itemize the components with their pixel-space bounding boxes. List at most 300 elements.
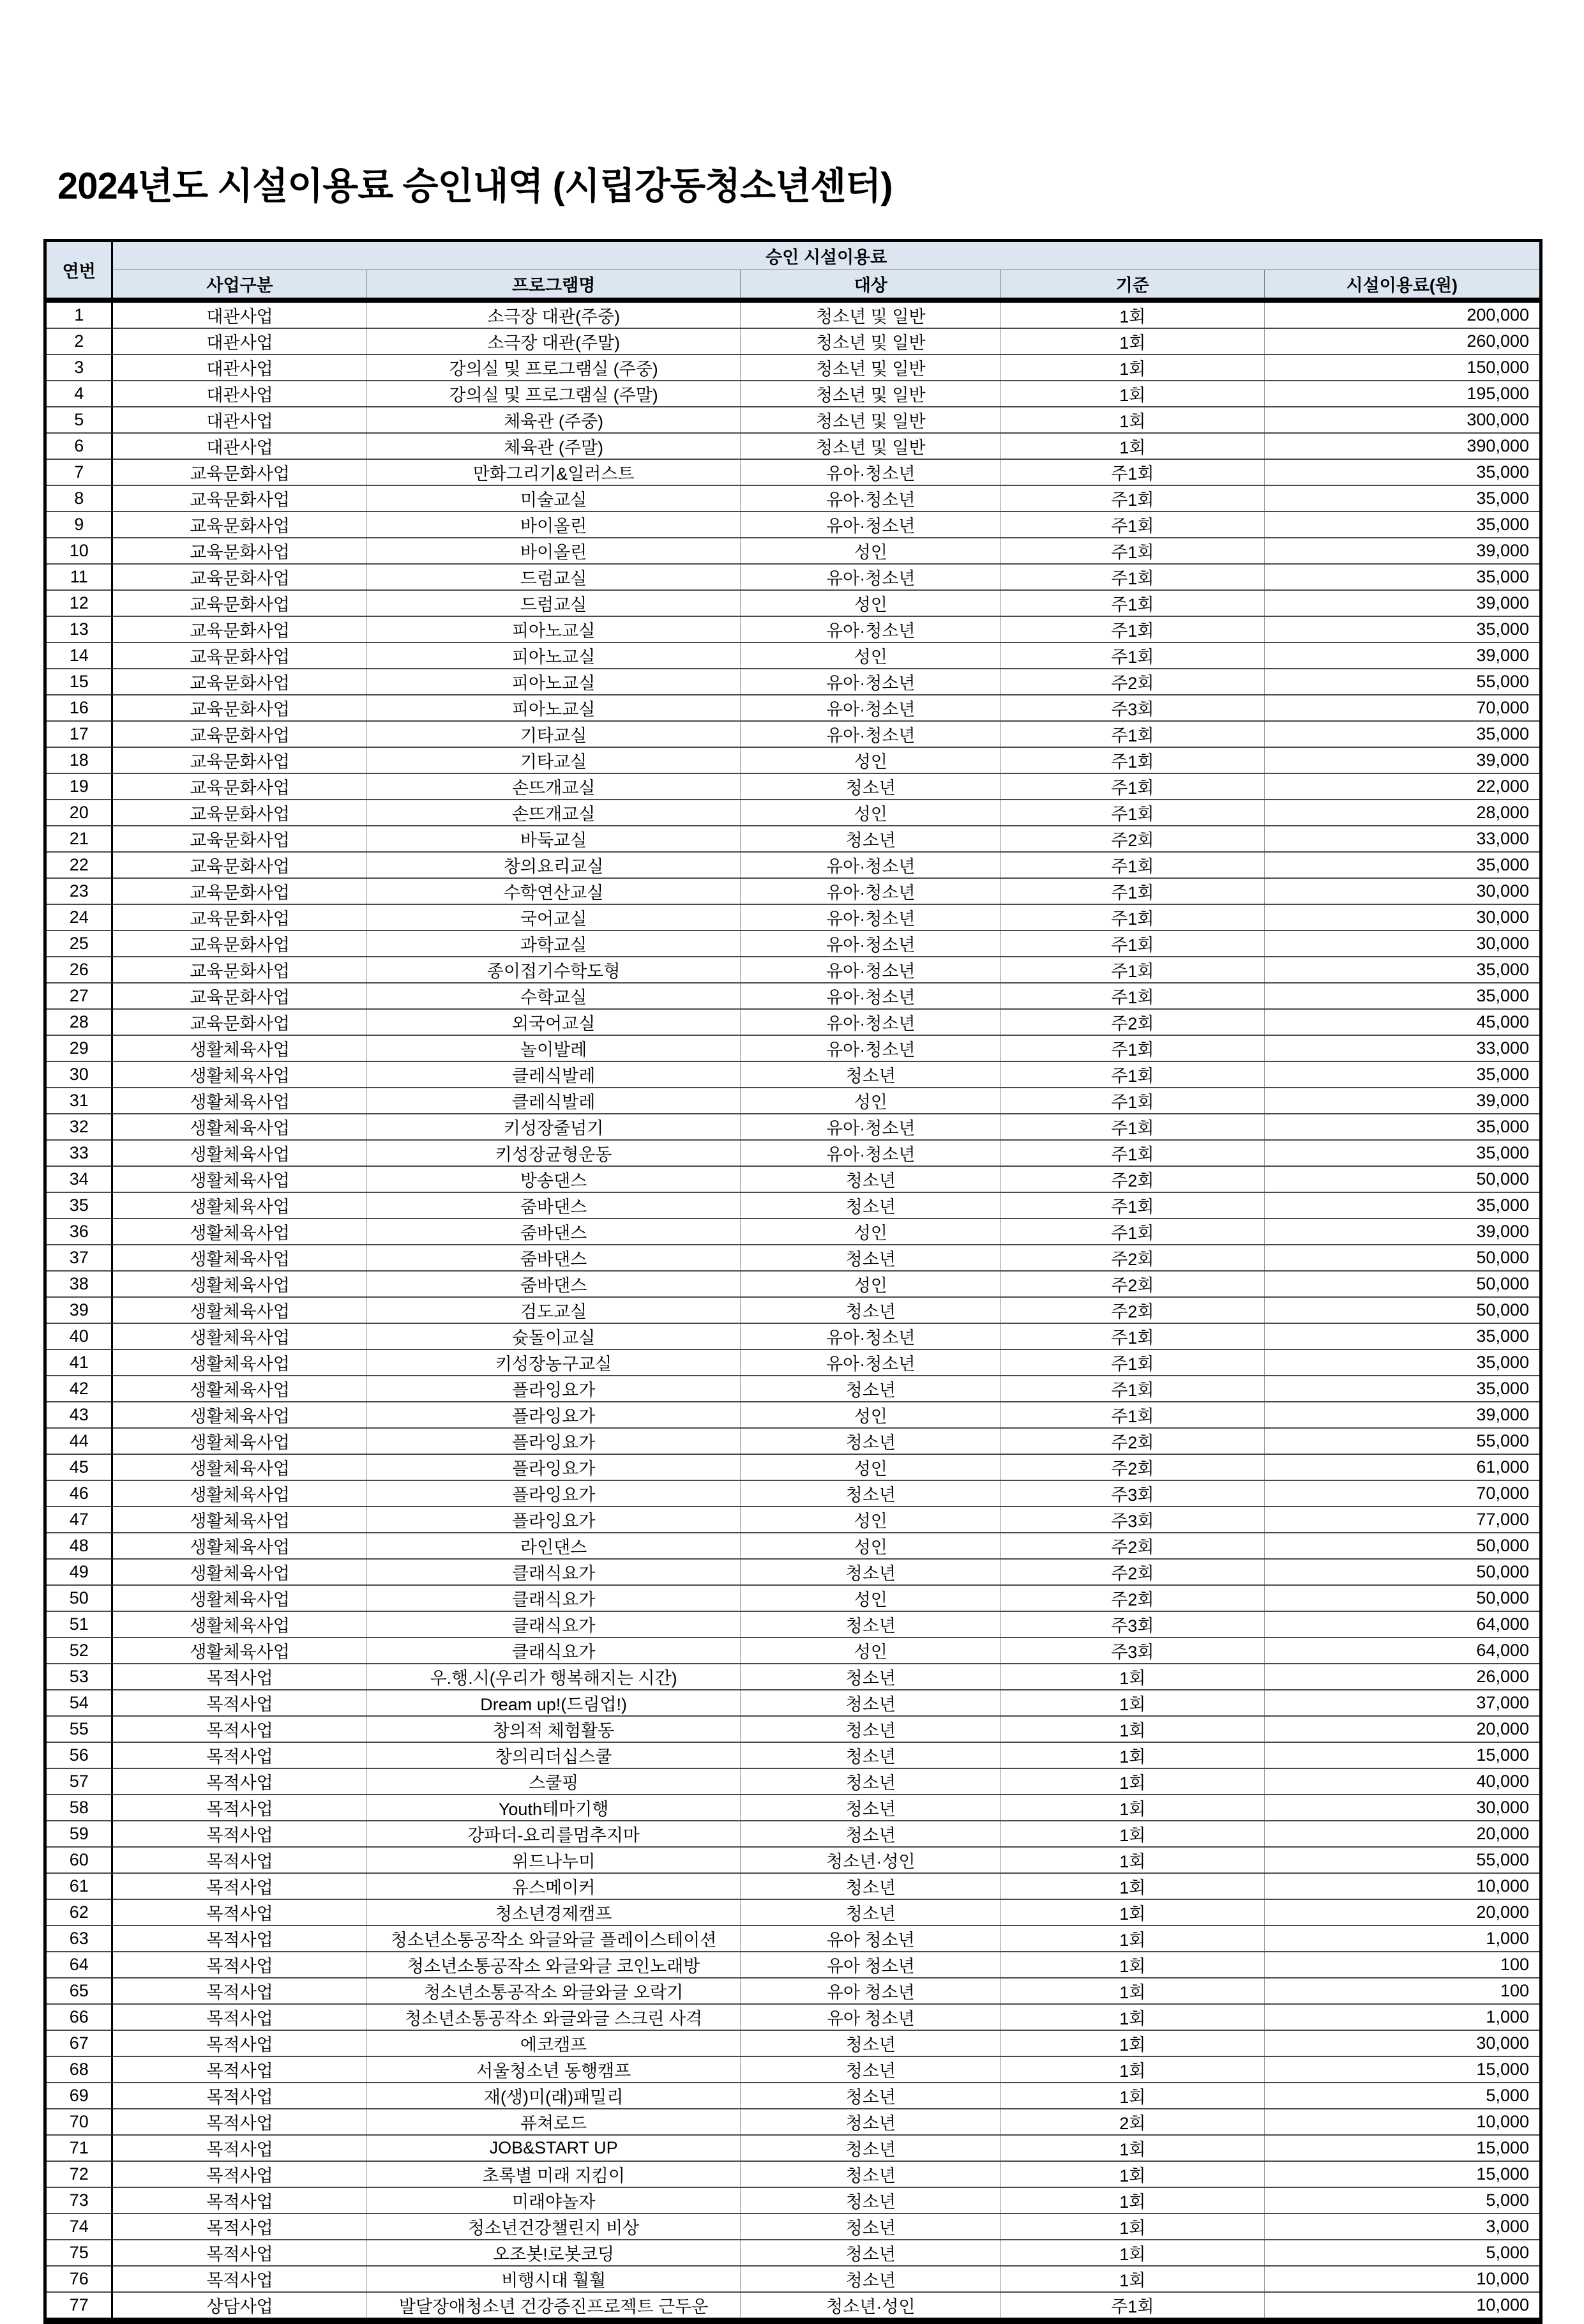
cell-program: 강파더-요리를멈추지마 <box>366 1821 741 1847</box>
cell-no: 9 <box>45 512 112 538</box>
cell-fee: 10,000 <box>1264 2266 1541 2292</box>
cell-basis: 주1회 <box>1001 1088 1264 1114</box>
cell-target: 유아·청소년 <box>741 1323 1001 1349</box>
cell-basis: 주3회 <box>1001 1480 1264 1507</box>
cell-target: 성인 <box>741 1454 1001 1480</box>
cell-program: 클레식발레 <box>366 1088 741 1114</box>
cell-target: 유아 청소년 <box>741 1925 1001 1952</box>
table-row <box>45 878 1541 904</box>
cell-category: 생활체육사업 <box>112 1559 366 1585</box>
cell-basis: 주2회 <box>1001 1245 1264 1271</box>
cell-target: 청소년 및 일반 <box>741 300 1001 328</box>
cell-program: 클래식요가 <box>366 1585 741 1611</box>
cell-fee: 39,000 <box>1264 642 1541 669</box>
cell-no: 49 <box>45 1559 112 1585</box>
cell-program: 줌바댄스 <box>366 1219 741 1245</box>
cell-fee: 15,000 <box>1264 2056 1541 2083</box>
cell-target: 성인 <box>741 800 1001 826</box>
page-title: 2024년도 시설이용료 승인내역 (시립강동청소년센터) <box>57 165 893 207</box>
cell-program: 위드나누미 <box>366 1847 741 1873</box>
table-row <box>45 669 1541 695</box>
cell-target: 성인 <box>741 1637 1001 1664</box>
table-row <box>45 1585 1541 1611</box>
cell-no: 65 <box>45 1978 112 2004</box>
cell-fee: 30,000 <box>1264 1795 1541 1821</box>
cell-category: 목적사업 <box>112 2056 366 2083</box>
cell-fee: 5,000 <box>1264 2187 1541 2214</box>
cell-program: 방송댄스 <box>366 1166 741 1192</box>
cell-category: 생활체육사업 <box>112 1637 366 1664</box>
cell-program: 라인댄스 <box>366 1533 741 1559</box>
cell-fee: 260,000 <box>1264 328 1541 354</box>
cell-fee: 70,000 <box>1264 1480 1541 1507</box>
cell-basis: 1회 <box>1001 407 1264 433</box>
cell-program: 미술교실 <box>366 485 741 512</box>
cell-target: 유아·청소년 <box>741 904 1001 930</box>
cell-basis: 1회 <box>1001 1821 1264 1847</box>
table-row <box>45 1166 1541 1192</box>
cell-target: 유아·청소년 <box>741 512 1001 538</box>
cell-no: 36 <box>45 1219 112 1245</box>
cell-no: 51 <box>45 1611 112 1637</box>
cell-no: 24 <box>45 904 112 930</box>
cell-target: 성인 <box>741 1585 1001 1611</box>
cell-category: 교육문화사업 <box>112 485 366 512</box>
table-row <box>45 695 1541 721</box>
cell-fee: 100 <box>1264 1952 1541 1978</box>
cell-no: 17 <box>45 721 112 747</box>
cell-target: 청소년 및 일반 <box>741 407 1001 433</box>
cell-program: 오조봇!로봇코딩 <box>366 2240 741 2266</box>
cell-target: 유아·청소년 <box>741 669 1001 695</box>
cell-category: 교육문화사업 <box>112 852 366 878</box>
cell-fee: 39,000 <box>1264 538 1541 564</box>
cell-category: 생활체육사업 <box>112 1507 366 1533</box>
cell-basis: 1회 <box>1001 1899 1264 1925</box>
cell-category: 목적사업 <box>112 1664 366 1690</box>
cell-basis: 주2회 <box>1001 1009 1264 1035</box>
cell-target: 청소년 <box>741 1061 1001 1088</box>
cell-basis: 주1회 <box>1001 904 1264 930</box>
cell-basis: 1회 <box>1001 1978 1264 2004</box>
cell-category: 교육문화사업 <box>112 564 366 590</box>
cell-program: 피아노교실 <box>366 669 741 695</box>
cell-basis: 1회 <box>1001 1795 1264 1821</box>
table-row <box>45 1716 1541 1742</box>
cell-basis: 주3회 <box>1001 1637 1264 1664</box>
cell-target: 청소년 <box>741 826 1001 852</box>
table-row <box>45 2161 1541 2187</box>
cell-category: 생활체육사업 <box>112 1166 366 1192</box>
cell-no: 41 <box>45 1349 112 1376</box>
cell-target: 청소년 <box>741 1742 1001 1768</box>
cell-basis: 주1회 <box>1001 930 1264 957</box>
cell-program: 줌바댄스 <box>366 1271 741 1297</box>
cell-fee: 77,000 <box>1264 1507 1541 1533</box>
cell-no: 16 <box>45 695 112 721</box>
cell-target: 청소년 <box>741 1899 1001 1925</box>
cell-target: 청소년 <box>741 2083 1001 2109</box>
cell-basis: 1회 <box>1001 1690 1264 1716</box>
cell-category: 생활체육사업 <box>112 1376 366 1402</box>
cell-fee: 50,000 <box>1264 1245 1541 1271</box>
cell-no: 58 <box>45 1795 112 1821</box>
table-row <box>45 616 1541 642</box>
cell-no: 43 <box>45 1402 112 1428</box>
cell-no: 21 <box>45 826 112 852</box>
cell-program: 창의요리교실 <box>366 852 741 878</box>
table-row <box>45 2030 1541 2056</box>
table-row <box>45 485 1541 512</box>
cell-basis: 1회 <box>1001 1847 1264 1873</box>
cell-fee: 30,000 <box>1264 2030 1541 2056</box>
cell-program: 클래식요가 <box>366 1611 741 1637</box>
cell-program: 청소년소통공작소 와글와글 오락기 <box>366 1978 741 2004</box>
cell-program: 수학연산교실 <box>366 878 741 904</box>
cell-fee: 50,000 <box>1264 1533 1541 1559</box>
cell-fee: 33,000 <box>1264 826 1541 852</box>
cell-program: 플라잉요가 <box>366 1480 741 1507</box>
cell-basis: 주2회 <box>1001 1559 1264 1585</box>
cell-fee: 45,000 <box>1264 1009 1541 1035</box>
cell-target: 유아·청소년 <box>741 1035 1001 1061</box>
cell-fee: 390,000 <box>1264 433 1541 459</box>
cell-target: 유아·청소년 <box>741 957 1001 983</box>
cell-target: 유아 청소년 <box>741 2004 1001 2030</box>
cell-category: 교육문화사업 <box>112 904 366 930</box>
cell-category: 목적사업 <box>112 1978 366 2004</box>
cell-category: 생활체육사업 <box>112 1480 366 1507</box>
cell-target: 청소년 <box>741 1297 1001 1323</box>
cell-program: 청소년소통공작소 와글와글 플레이스테이션 <box>366 1925 741 1952</box>
table-row <box>45 2004 1541 2030</box>
table-row <box>45 1899 1541 1925</box>
cell-no: 26 <box>45 957 112 983</box>
cell-program: 놀이발레 <box>366 1035 741 1061</box>
cell-target: 청소년 <box>741 1428 1001 1454</box>
table-row <box>45 1323 1541 1349</box>
cell-fee: 22,000 <box>1264 773 1541 800</box>
cell-fee: 10,000 <box>1264 2109 1541 2135</box>
cell-basis: 1회 <box>1001 1742 1264 1768</box>
cell-category: 교육문화사업 <box>112 512 366 538</box>
cell-fee: 39,000 <box>1264 747 1541 773</box>
cell-fee: 35,000 <box>1264 1061 1541 1088</box>
table-row <box>45 852 1541 878</box>
cell-category: 교육문화사업 <box>112 983 366 1009</box>
cell-program: 비행시대 훨훨 <box>366 2266 741 2292</box>
cell-program: 키성장줄넘기 <box>366 1114 741 1140</box>
cell-category: 생활체육사업 <box>112 1035 366 1061</box>
table-row <box>45 354 1541 381</box>
table-row <box>45 1742 1541 1768</box>
cell-no: 47 <box>45 1507 112 1533</box>
cell-no: 15 <box>45 669 112 695</box>
cell-basis: 주2회 <box>1001 1297 1264 1323</box>
cell-target: 성인 <box>741 747 1001 773</box>
cell-category: 목적사업 <box>112 2004 366 2030</box>
cell-category: 목적사업 <box>112 2135 366 2161</box>
table-row <box>45 1507 1541 1533</box>
cell-target: 청소년 및 일반 <box>741 433 1001 459</box>
cell-category: 교육문화사업 <box>112 747 366 773</box>
cell-fee: 10,000 <box>1264 2292 1541 2321</box>
cell-no: 63 <box>45 1925 112 1952</box>
cell-fee: 28,000 <box>1264 800 1541 826</box>
cell-fee: 50,000 <box>1264 1559 1541 1585</box>
cell-fee: 20,000 <box>1264 1899 1541 1925</box>
cell-no: 27 <box>45 983 112 1009</box>
cell-no: 35 <box>45 1192 112 1219</box>
cell-target: 성인 <box>741 1219 1001 1245</box>
cell-no: 3 <box>45 354 112 381</box>
cell-category: 생활체육사업 <box>112 1245 366 1271</box>
cell-program: 재(생)미(래)패밀리 <box>366 2083 741 2109</box>
cell-fee: 39,000 <box>1264 1402 1541 1428</box>
cell-target: 청소년·성인 <box>741 1847 1001 1873</box>
cell-category: 목적사업 <box>112 2214 366 2240</box>
cell-no: 8 <box>45 485 112 512</box>
cell-no: 56 <box>45 1742 112 1768</box>
table-row <box>45 1978 1541 2004</box>
cell-program: 에코캠프 <box>366 2030 741 2056</box>
cell-target: 청소년 <box>741 1664 1001 1690</box>
cell-basis: 주1회 <box>1001 616 1264 642</box>
cell-basis: 1회 <box>1001 2214 1264 2240</box>
cell-program: 피아노교실 <box>366 695 741 721</box>
cell-category: 생활체육사업 <box>112 1114 366 1140</box>
col-header-basis: 기준 <box>1001 270 1264 301</box>
cell-no: 22 <box>45 852 112 878</box>
cell-fee: 50,000 <box>1264 1297 1541 1323</box>
cell-program: 키성장균형운동 <box>366 1140 741 1166</box>
cell-category: 생활체육사업 <box>112 1297 366 1323</box>
table-row <box>45 1349 1541 1376</box>
table-row <box>45 1114 1541 1140</box>
cell-basis: 1회 <box>1001 2135 1264 2161</box>
col-header-category: 사업구분 <box>112 270 366 301</box>
cell-basis: 주1회 <box>1001 1140 1264 1166</box>
cell-basis: 주2회 <box>1001 1166 1264 1192</box>
cell-program: 만화그리기&일러스트 <box>366 459 741 485</box>
cell-fee: 20,000 <box>1264 1821 1541 1847</box>
cell-program: 클래식요가 <box>366 1637 741 1664</box>
cell-program: 소극장 대관(주중) <box>366 300 741 328</box>
table-row <box>45 642 1541 669</box>
cell-fee: 1,000 <box>1264 2004 1541 2030</box>
cell-fee: 5,000 <box>1264 2083 1541 2109</box>
cell-no: 76 <box>45 2266 112 2292</box>
cell-program: 바둑교실 <box>366 826 741 852</box>
cell-target: 청소년 <box>741 2266 1001 2292</box>
cell-category: 목적사업 <box>112 1716 366 1742</box>
cell-fee: 35,000 <box>1264 957 1541 983</box>
cell-basis: 주1회 <box>1001 642 1264 669</box>
cell-fee: 64,000 <box>1264 1637 1541 1664</box>
cell-basis: 1회 <box>1001 1664 1264 1690</box>
cell-fee: 200,000 <box>1264 300 1541 328</box>
cell-basis: 주1회 <box>1001 1376 1264 1402</box>
table-row <box>45 1454 1541 1480</box>
cell-no: 1 <box>45 300 112 328</box>
cell-category: 교육문화사업 <box>112 590 366 616</box>
cell-category: 교육문화사업 <box>112 773 366 800</box>
cell-no: 77 <box>45 2292 112 2321</box>
cell-basis: 주1회 <box>1001 1035 1264 1061</box>
table-row <box>45 328 1541 354</box>
table-row <box>45 904 1541 930</box>
cell-no: 61 <box>45 1873 112 1899</box>
cell-target: 유아·청소년 <box>741 1349 1001 1376</box>
cell-no: 71 <box>45 2135 112 2161</box>
cell-program: 국어교실 <box>366 904 741 930</box>
cell-program: 기타교실 <box>366 747 741 773</box>
cell-target: 유아·청소년 <box>741 1114 1001 1140</box>
cell-basis: 1회 <box>1001 433 1264 459</box>
cell-no: 42 <box>45 1376 112 1402</box>
cell-no: 73 <box>45 2187 112 2214</box>
cell-basis: 주1회 <box>1001 878 1264 904</box>
cell-program: 피아노교실 <box>366 616 741 642</box>
cell-category: 대관사업 <box>112 300 366 328</box>
table-row <box>45 1559 1541 1585</box>
cell-category: 목적사업 <box>112 2083 366 2109</box>
cell-basis: 주1회 <box>1001 1192 1264 1219</box>
cell-no: 59 <box>45 1821 112 1847</box>
cell-no: 62 <box>45 1899 112 1925</box>
cell-no: 64 <box>45 1952 112 1978</box>
cell-fee: 300,000 <box>1264 407 1541 433</box>
cell-target: 청소년 <box>741 1611 1001 1637</box>
table-row <box>45 433 1541 459</box>
cell-target: 청소년 <box>741 1821 1001 1847</box>
cell-category: 상담사업 <box>112 2292 366 2321</box>
cell-target: 유아·청소년 <box>741 721 1001 747</box>
cell-fee: 35,000 <box>1264 564 1541 590</box>
cell-no: 20 <box>45 800 112 826</box>
cell-basis: 주2회 <box>1001 1454 1264 1480</box>
table-row <box>45 1297 1541 1323</box>
cell-target: 유아·청소년 <box>741 485 1001 512</box>
cell-target: 성인 <box>741 1507 1001 1533</box>
cell-target: 청소년 <box>741 2161 1001 2187</box>
cell-basis: 1회 <box>1001 381 1264 407</box>
table-row <box>45 1873 1541 1899</box>
cell-target: 유아·청소년 <box>741 852 1001 878</box>
table-row <box>45 1952 1541 1978</box>
cell-no: 52 <box>45 1637 112 1664</box>
cell-fee: 35,000 <box>1264 485 1541 512</box>
cell-no: 39 <box>45 1297 112 1323</box>
cell-target: 청소년 및 일반 <box>741 354 1001 381</box>
cell-program: 수학교실 <box>366 983 741 1009</box>
cell-category: 대관사업 <box>112 354 366 381</box>
cell-basis: 주1회 <box>1001 590 1264 616</box>
table-row <box>45 747 1541 773</box>
cell-no: 45 <box>45 1454 112 1480</box>
cell-no: 60 <box>45 1847 112 1873</box>
cell-fee: 35,000 <box>1264 721 1541 747</box>
cell-target: 유아 청소년 <box>741 1952 1001 1978</box>
cell-no: 28 <box>45 1009 112 1035</box>
cell-target: 성인 <box>741 1271 1001 1297</box>
table-row <box>45 2292 1541 2321</box>
cell-program: 체육관 (주중) <box>366 407 741 433</box>
cell-program: 강의실 및 프로그램실 (주말) <box>366 381 741 407</box>
cell-category: 교육문화사업 <box>112 695 366 721</box>
table-row <box>45 1009 1541 1035</box>
cell-program: 청소년소통공작소 와글와글 스크린 사격 <box>366 2004 741 2030</box>
cell-target: 유아·청소년 <box>741 983 1001 1009</box>
cell-target: 청소년 <box>741 1768 1001 1795</box>
cell-basis: 1회 <box>1001 2266 1264 2292</box>
cell-basis: 1회 <box>1001 1768 1264 1795</box>
table-row <box>45 2240 1541 2266</box>
cell-fee: 40,000 <box>1264 1768 1541 1795</box>
cell-no: 69 <box>45 2083 112 2109</box>
cell-category: 생활체육사업 <box>112 1428 366 1454</box>
cell-target: 청소년 <box>741 2187 1001 2214</box>
cell-category: 목적사업 <box>112 1952 366 1978</box>
cell-fee: 5,000 <box>1264 2240 1541 2266</box>
table-row <box>45 590 1541 616</box>
cell-program: 클레식발레 <box>366 1061 741 1088</box>
cell-program: 손뜨개교실 <box>366 800 741 826</box>
cell-target: 청소년 <box>741 2135 1001 2161</box>
cell-no: 66 <box>45 2004 112 2030</box>
approved-fee-table <box>43 239 1543 2324</box>
cell-category: 생활체육사업 <box>112 1323 366 1349</box>
table-row <box>45 1140 1541 1166</box>
cell-fee: 35,000 <box>1264 616 1541 642</box>
cell-program: 클래식요가 <box>366 1559 741 1585</box>
cell-category: 생활체육사업 <box>112 1349 366 1376</box>
table-row <box>45 2187 1541 2214</box>
table-body <box>45 300 1541 2321</box>
cell-fee: 195,000 <box>1264 381 1541 407</box>
cell-no: 37 <box>45 1245 112 1271</box>
cell-fee: 39,000 <box>1264 1219 1541 1245</box>
cell-basis: 주2회 <box>1001 1428 1264 1454</box>
table-row <box>45 826 1541 852</box>
cell-category: 목적사업 <box>112 2266 366 2292</box>
cell-category: 생활체육사업 <box>112 1192 366 1219</box>
cell-fee: 35,000 <box>1264 459 1541 485</box>
cell-basis: 1회 <box>1001 2240 1264 2266</box>
cell-program: 발달장애청소년 건강증진프로젝트 근두운 <box>366 2292 741 2321</box>
cell-basis: 주1회 <box>1001 1114 1264 1140</box>
cell-category: 생활체육사업 <box>112 1611 366 1637</box>
cell-basis: 1회 <box>1001 354 1264 381</box>
table-row <box>45 1533 1541 1559</box>
table-row <box>45 1035 1541 1061</box>
cell-no: 18 <box>45 747 112 773</box>
table-row <box>45 957 1541 983</box>
cell-fee: 20,000 <box>1264 1716 1541 1742</box>
cell-target: 청소년 <box>741 1166 1001 1192</box>
table-row <box>45 1219 1541 1245</box>
cell-category: 교육문화사업 <box>112 878 366 904</box>
cell-no: 14 <box>45 642 112 669</box>
cell-program: 서울청소년 동행캠프 <box>366 2056 741 2083</box>
cell-category: 생활체육사업 <box>112 1533 366 1559</box>
cell-basis: 주1회 <box>1001 800 1264 826</box>
cell-program: 강의실 및 프로그램실 (주중) <box>366 354 741 381</box>
cell-target: 청소년 <box>741 2056 1001 2083</box>
cell-fee: 70,000 <box>1264 695 1541 721</box>
cell-category: 목적사업 <box>112 1873 366 1899</box>
cell-basis: 주2회 <box>1001 1533 1264 1559</box>
